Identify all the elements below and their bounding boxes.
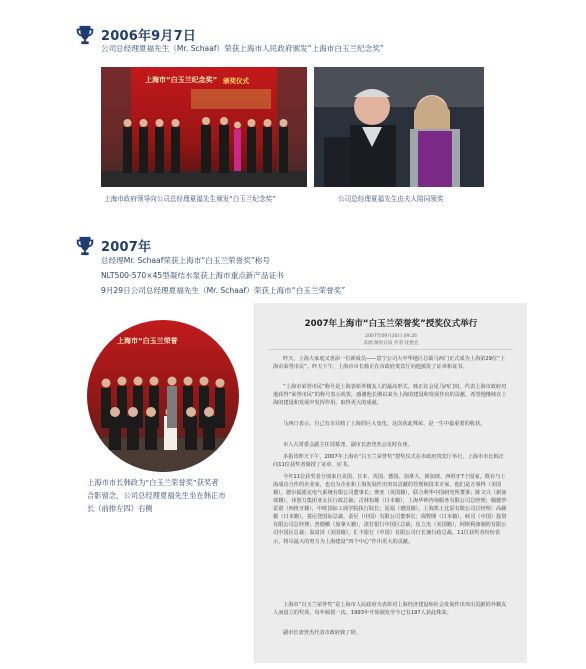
article-title: 2007年上海市“白玉兰荣誉奖”授奖仪式举行 (304, 319, 478, 329)
group-photo-caption-1: 上海市市长韩政为“白玉兰荣誉奖”获奖者 (87, 478, 219, 487)
left-photo-caption: 上海市政府领导向公司总经理夏福先生颁发“白玉兰纪念奖” (104, 195, 276, 203)
trophy-icon (74, 235, 96, 261)
ceremony-banner-title: 上海市“白玉兰纪念奖” (145, 76, 218, 84)
group-photo (87, 320, 239, 472)
ceremony-banner-subtitle: 颁奖仪式 (223, 77, 249, 85)
right-photo-caption: 公司总经理夏福先生由夫人陪同领奖 (338, 195, 444, 203)
group-photo-banner: 上海市“白玉兰荣誉 (117, 337, 178, 345)
article-paragraph-7: 上海市“白玉兰荣誉奖”是上海市人民政府为表彰对上海经济建设和社会发展作出突出贡献的外籍友人而设立的奖项，每年颁授一次。1993年开始颁发至今已有197人获此殊荣。 (273, 602, 507, 617)
news-article (254, 303, 527, 663)
section2-line-3: 9月29日公司总经理夏福先生（Mr. Schaaf）荣获上海市“白玉兰荣誉奖” (101, 286, 346, 295)
article-source: 来源:解放日报 作者:沈艳宏 (363, 341, 419, 346)
article-divider (269, 349, 513, 350)
article-paragraph-2: “上海市荣誉市民”称号是上海表彰外籍友人的最高形式。韩正在会见马西门时，代表上海市政府对他获得“荣誉市民”的称号表示祝贺，感谢他长期以来为上海的建设和发展作出的贡献，希望他继续在上海的建设和发展中发挥作用，取得更大的成就。 (273, 384, 507, 407)
section2-line-1: 总经理Mr. Schaaf荣获上海市“白玉兰荣誉奖”称号 (101, 256, 270, 265)
trophy-icon (74, 24, 96, 50)
article-paragraph-6: 今年11位获奖者分别来自美国、日本、英国、德国、加拿大、新加坡、西班牙7个国家，既有与上海成功合作的企业家，也有为企业和上海发展作出突出贡献的管理和技术专家。他们是万事得（美国籍），德尔福派克电气系统有限公司董事长；赛亚（英国籍），联合利华中国研究所董事；陈文兴（新加坡籍），伟创力集团亚太区行政总裁；古林恒雄（日本籍），上海华钟咨询服务有限公司总经理；佩德罗·雷诺（西班牙籍），中欧国际工商学院执行院长；夏福（德国籍），上海凯士比泵有限公司总经理；高藤徹（日本籍），菱尼登国际总裁、柔尼（中国）有限公司董事长；保野隆（日本籍），岐司（中国）投资有限公司总经理；普德峨（加拿大籍），渣打银行中国区总裁；伍立杰（美国籍），阿斯利康制药有限公司中国区总裁；翁富泽（美国籍），汇丰银行（中国）有限公司行长兼行政总裁。11位获奖者纷纷表示，将尽最大的努力为上海建设“四个中心”作出更大的贡献。 (273, 474, 509, 545)
article-date: 2007年09月30日 09:26 (365, 334, 417, 339)
article-paragraph-3: 马西门表示，自己有幸目睹了上海的巨大变化，这次获此殊荣，是一生中最重要的收获。 (283, 421, 486, 427)
section1-headline: 公司总经理夏福先生（Mr. Schaaf）荣获上海市人民政府颁发“上海市白玉兰纪念奖” (101, 44, 384, 53)
section2-line-2: NLT500-570×45型凝结水泵获上海市重点新产品证书 (101, 271, 284, 280)
article-paragraph-8: 副市长唐登杰代表市政府致了辞。 (283, 630, 361, 636)
group-photo-caption-3: 长（前排左四）右侧 (87, 504, 153, 513)
section1-date: 2006年9月7日 (101, 29, 197, 44)
article-paragraph-1: 昨天，上海大家庭又喜添一位新成员——意宁公司大中华地区总裁马西门正式成为上海第29位“上海市荣誉市民”。昨天下午，上海市市长韩正在市政府贵宾厅向他颁发了证章和证书。 (273, 356, 505, 371)
article-paragraph-5: 本报讯昨天下午，2007年上海市“白玉兰荣誉奖”授奖仪式在市政府贵宾厅举行，上海市市长韩正向11位获奖者颁授了证章、证书。 (273, 454, 504, 469)
section2-year: 2007年 (101, 240, 152, 255)
group-photo-caption-2: 合影留念，公司总经理夏福先生坐在韩正市 (87, 491, 226, 500)
article-paragraph-4: 市人大常委会副主任周慕尧、副市长唐登杰会见时在座。 (283, 442, 413, 448)
award-ceremony-photo (101, 67, 307, 187)
couple-photo (314, 67, 484, 187)
